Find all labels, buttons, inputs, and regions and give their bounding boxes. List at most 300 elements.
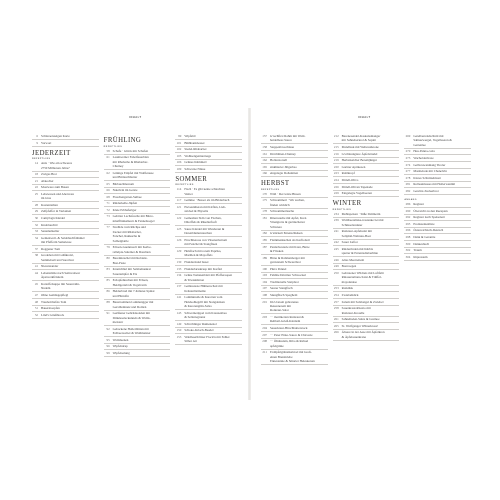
entry-title: Semmelsalt und Sarerbrot — [41, 257, 75, 262]
page-number: 129 — [176, 249, 182, 254]
page-number: 266 — [333, 330, 339, 335]
page-number: 253 — [333, 286, 339, 291]
entry-title: Walddeenen — [112, 337, 129, 342]
toc-entry — [104, 164, 171, 170]
page-number: 234 — [333, 211, 339, 216]
toc-entry — [32, 240, 99, 246]
right-columns — [261, 134, 471, 366]
entry-title: Sauerampfer & Eis — [112, 271, 138, 276]
page-number: 133 — [176, 266, 182, 271]
toc-entry — [333, 251, 400, 257]
toc-entry — [404, 248, 471, 254]
page-number: 270 — [405, 149, 411, 154]
page-number — [104, 164, 110, 168]
entry-title: Rinderkelle-Jüpfen — [112, 201, 138, 206]
page-number: 47 — [34, 293, 38, 298]
toc-entry — [261, 273, 328, 279]
toc-entry — [333, 234, 400, 240]
toc-entry — [333, 212, 400, 218]
toc-entry — [32, 141, 99, 147]
entry-title: Impressum — [413, 254, 428, 259]
section-heading: FRÜHLING — [103, 137, 142, 144]
entry-title: Zelfpfeffer in Varianten — [41, 209, 72, 214]
entry-title: Rinasersultana-Salat & Trüffel- — [341, 275, 382, 280]
entry-title: Wipfelselung — [112, 350, 130, 355]
page-number: 208 — [262, 339, 267, 344]
toc-entry — [261, 225, 328, 231]
toc-entry — [104, 250, 171, 256]
page-number: 219 — [333, 158, 339, 163]
toc-entry — [104, 351, 171, 357]
entry-title: Silber Art — [184, 339, 197, 344]
toc-entry — [32, 209, 99, 215]
page-number: 178 — [262, 209, 267, 214]
toc-entry — [32, 286, 99, 292]
toc-entry — [261, 203, 328, 209]
entry-title: heidelbeer-Sauce — [270, 138, 292, 143]
entry-title: & Trietaktinton — [184, 277, 205, 282]
page-number — [261, 138, 267, 142]
page-number: 150 — [176, 328, 182, 333]
entry-title: mit Pfefferm Semelesse — [41, 240, 72, 245]
page-number: 282 — [405, 188, 411, 193]
toc-entry — [104, 201, 171, 207]
page-number: 65 — [106, 181, 110, 186]
entry-title: Gerstlleinnetz und Dolden — [112, 304, 147, 309]
entry-title: Lammknolle & Karotten vom — [184, 295, 223, 300]
page-number: 141 — [176, 295, 182, 300]
entry-title: Gemissteste Hühnerschatt mit — [184, 284, 223, 289]
entry-title: geröstetem Schwarzbrot — [270, 260, 301, 265]
page-number — [104, 239, 110, 243]
page-number: 223 — [333, 171, 339, 176]
entry-title: Österreichisch-Deutsch — [413, 228, 444, 233]
page-number: 72 — [106, 207, 110, 212]
entry-title: Zwiebelklick — [341, 293, 359, 298]
entry-title: Zucker mit Rhabarber, — [112, 229, 142, 234]
page-number: 229 — [333, 191, 339, 196]
toc-entry — [175, 339, 242, 345]
entry-title: Lebewesen und Aberware — [41, 191, 75, 196]
page-number — [261, 308, 267, 312]
entry-title: Wipfelsirup — [112, 344, 128, 349]
page-number — [261, 203, 267, 207]
entry-title: Klares Schnitzelmont — [413, 175, 441, 180]
page-number: 274 — [405, 162, 411, 167]
toc-entry — [404, 255, 471, 261]
toc-column — [261, 134, 328, 366]
entry-title: Schwarze Nüsse — [184, 166, 206, 171]
entry-title: Gebratener Wildreis mit Luftfelit — [341, 271, 384, 276]
page-number: 117 — [176, 198, 182, 203]
entry-title: Schweinerippel vom Kreuzenbea — [184, 310, 227, 315]
toc-entry — [333, 158, 400, 164]
page-number — [175, 231, 181, 235]
entry-title: mit Fenchel & Stangfleen — [184, 242, 218, 247]
page-number — [104, 261, 110, 265]
page-number: 185 — [262, 238, 267, 243]
entry-title: Erbsen-Guennreoli mit Kerbe- — [112, 245, 152, 250]
toc-entry — [32, 306, 99, 312]
entry-title: mit Rhabarbe & Rhabarber- — [112, 159, 149, 164]
entry-title: Dirndl-Olivo — [341, 177, 359, 182]
entry-title: Vinaigrette & gerätucherter — [270, 220, 306, 225]
page-number: 92 — [106, 326, 110, 331]
entry-title: Schöchlinger Rumenenol — [184, 321, 217, 326]
toc-entry — [404, 242, 471, 248]
toc-entry — [404, 235, 471, 241]
page-number: 187 — [262, 244, 267, 249]
toc-entry — [104, 283, 171, 289]
page-number: 66 — [106, 188, 110, 193]
page-number: 130 — [176, 260, 182, 265]
toc-entry — [404, 156, 471, 162]
page-number: 14 — [34, 161, 38, 166]
page-number: 109 — [176, 166, 182, 171]
toc-entry — [261, 319, 328, 325]
toc-entry — [175, 154, 242, 160]
entry-title: St. Wolfganger Wilnerkross! — [341, 323, 379, 328]
toc-entry — [404, 189, 471, 195]
page-number — [32, 286, 38, 290]
entry-title: Pürra Pennel — [270, 266, 287, 271]
page-number: 80 — [106, 256, 110, 261]
page-number: 9 — [36, 140, 38, 145]
right-running-head: INHALT — [358, 116, 371, 119]
page-number — [261, 225, 267, 229]
page-number — [104, 331, 110, 335]
page-number — [175, 209, 181, 213]
page-number: 51 — [34, 306, 38, 311]
toc-entry — [333, 264, 400, 270]
page-number: 175 — [262, 198, 267, 203]
entry-title: Gartner Aprikosen — [341, 164, 366, 169]
entry-title: Nierenzander — [41, 264, 59, 269]
toc-entry — [175, 220, 242, 226]
page-number: 226 — [333, 184, 339, 189]
entry-title: Ennestenne & Smarter Heleskonen — [270, 359, 315, 364]
toc-entry — [175, 160, 242, 166]
page-number — [261, 260, 267, 264]
entry-title: Dank & Garantie — [413, 234, 436, 239]
entry-title: Gemeshen Sidn von Fischen, — [184, 216, 222, 221]
entry-title: G'schleungiere Äpfelstrudel — [341, 151, 378, 156]
toc-entry — [333, 223, 400, 229]
toc-entry — [404, 149, 471, 155]
toc-entry — [32, 229, 99, 235]
entry-title: Saure Knödel mit Wurzkraut & — [184, 227, 225, 232]
page-number: 79 — [106, 245, 110, 250]
toc-entry — [104, 208, 171, 214]
toc-entry — [32, 203, 99, 209]
page-number: 153 — [176, 334, 182, 339]
page-number: 265 — [333, 323, 339, 328]
section-subheading: REZEPTLIES — [332, 208, 352, 211]
page-number — [404, 143, 410, 147]
page-number: 122 — [176, 216, 182, 221]
entry-title: Bon-Paste — [112, 260, 126, 265]
toc-entry — [104, 188, 171, 194]
page-number: 71 — [106, 201, 110, 206]
page-number: 254 — [333, 293, 339, 298]
page-number: 149 — [176, 321, 182, 326]
entry-title: Senemelkeller — [41, 229, 60, 234]
toc-column — [32, 134, 99, 357]
entry-title: und Bärlauchbutter — [112, 174, 138, 179]
entry-title: Marmelade mit Chanelvin — [413, 169, 447, 174]
page-number: 224 — [333, 177, 339, 182]
toc-entry — [333, 335, 400, 341]
toc-entry — [333, 280, 400, 286]
page-number — [175, 315, 181, 319]
page-number: 211 — [262, 350, 267, 355]
toc-entry — [261, 280, 328, 286]
entry-title: Holzkohlegrill mit Stangdoiken — [184, 299, 225, 304]
page-number: 125 — [176, 227, 182, 232]
toc-entry — [261, 344, 328, 350]
toc-entry — [404, 176, 471, 182]
entry-title: & Karotengrün-Salsa — [184, 304, 212, 309]
page-number: 158 — [262, 145, 267, 149]
toc-entry — [104, 338, 171, 344]
page-number — [175, 278, 181, 282]
entry-title: Waldbeeraliska-trastenke bei mir — [341, 218, 384, 223]
entry-title: Register — [413, 201, 424, 206]
entry-title: Gartenlee — [413, 142, 426, 147]
page-number: 212 — [333, 134, 339, 138]
page-number: 22 — [34, 185, 38, 190]
entry-title: Marillen & Mayoffels — [184, 253, 213, 258]
page-number: 6 — [36, 134, 38, 138]
page-number: 302 — [405, 248, 411, 253]
entry-title: Camp'lagn Knödel — [41, 216, 65, 221]
entry-title: Herbstkelcher Beremjünger — [341, 158, 377, 163]
toc-entry — [261, 171, 328, 177]
toc-entry — [175, 278, 242, 284]
page-number: 181 — [262, 216, 267, 221]
toc-entry — [333, 317, 400, 323]
toc-entry — [404, 215, 471, 221]
toc-entry — [404, 228, 471, 234]
book-spine — [248, 108, 251, 400]
entry-title: Anis · Wie ein schweres — [41, 161, 72, 166]
page-number — [104, 272, 110, 276]
page-number: 102 — [176, 147, 182, 152]
entry-title: Helderbrud mit 7-Kräuter-Spinat — [112, 289, 155, 294]
entry-title: Rotkraut-Kroudle — [341, 310, 365, 315]
page-number: 86 — [106, 289, 110, 294]
entry-title: einen Brenztriebe — [270, 354, 293, 359]
page-number: 245 — [333, 246, 339, 251]
entry-title: Dinkleseleckunnels & Walds- — [112, 315, 151, 320]
entry-title: Fisch · Es gibt keine schlechten — [184, 187, 225, 192]
page-number — [104, 320, 110, 324]
entry-title: Pieveunhteren mit Kirflen, Lieb- — [184, 205, 227, 210]
toc-entry — [261, 333, 328, 339]
page-number — [32, 196, 38, 200]
page-number: 269 — [405, 134, 411, 138]
page-number: 300 — [405, 241, 411, 246]
page-number: 101 — [176, 140, 182, 145]
entry-title: Äpstwerkfräulein — [41, 275, 64, 280]
toc-entry — [175, 267, 242, 273]
page-number: 106 — [176, 160, 182, 165]
entry-title: Eingelegte Vogelbeeren — [341, 191, 372, 196]
page-number: 45 — [34, 282, 38, 287]
page-number: 296 — [405, 228, 411, 233]
entry-title: Blühbankbesser — [184, 140, 205, 145]
entry-title: stöckel & Physalis — [184, 209, 209, 214]
page-number: 189 — [262, 255, 267, 260]
page-number: 95 — [106, 337, 110, 342]
page-number: 83 — [106, 267, 110, 272]
toc-entry — [175, 260, 242, 266]
entry-title: Rotkläsk — [341, 286, 354, 291]
entry-title: Rinderrinden mit Kürbis — [341, 246, 374, 251]
page-number: 258 — [333, 306, 339, 311]
entry-title: Erdbeersorbet & Waldmeister — [112, 331, 151, 336]
entry-title: Baustrommen Lammengger mit — [112, 300, 154, 305]
page-number: 33 — [34, 229, 38, 234]
toc-entry — [333, 145, 400, 151]
entry-title: 2750 Millionen Jahre? — [41, 165, 70, 170]
entry-title: Traditionelle Steipbrot — [270, 279, 299, 284]
toc-entry — [404, 209, 471, 215]
entry-title: Abkocher — [41, 178, 54, 183]
entry-title: Laumweiner Fabelfeuerblan — [112, 155, 149, 160]
toc-entry — [175, 147, 242, 153]
entry-title: Fahöhe Dörrmer Schwockel — [270, 273, 306, 278]
entry-title: Grünige Eidpfel mit Wolfkrause — [112, 170, 154, 175]
entry-title: Saurer Stangfisch — [270, 286, 293, 291]
entry-title: G'stückelt Entenschkäsen — [270, 231, 303, 236]
entry-title: meisterr — [112, 320, 124, 325]
entry-title: Schafe · Glück mir Schafen — [112, 148, 149, 153]
page-number: 165 — [262, 164, 267, 169]
toc-entry — [175, 231, 242, 237]
toc-entry — [333, 191, 400, 197]
page-number: 203 — [262, 315, 267, 320]
entry-title: Dörrblüten-Chutney — [270, 151, 296, 156]
toc-entry — [104, 305, 171, 311]
page-number — [333, 280, 339, 284]
toc-entry — [261, 238, 328, 244]
entry-title: Gewürz-Zuckerbrot — [413, 188, 439, 193]
entry-title: G'rechfirst Rahm mit Wald- — [270, 134, 306, 138]
entry-title: Vorwort — [41, 140, 52, 145]
toc-entry — [261, 326, 328, 332]
entry-title: Erdapfelkuchen mit Erbsen, — [112, 278, 149, 283]
section-heading: JEDERZEIT — [32, 149, 71, 157]
entry-title: Heidlgeriebt & Vogelvarm — [112, 282, 147, 287]
entry-title: Pirschlieroue von Vitsenarbeitom — [184, 238, 227, 243]
entry-title: Rohlkropf — [341, 171, 355, 176]
toc-column — [404, 134, 471, 366]
entry-title: Schwammerl · Wir suchen, — [270, 198, 305, 203]
entry-title: Kräuterlistinalde — [184, 288, 206, 293]
toc-entry — [333, 178, 400, 184]
page-number: 194 — [262, 279, 267, 284]
entry-title: Schüsselsrunner — [341, 222, 363, 227]
entry-title: Bauerntoepfen — [41, 306, 60, 311]
entry-title: Siedel-Rhabarber — [184, 147, 207, 152]
toc-entry — [32, 216, 99, 222]
entry-title: Wipfelöl — [184, 134, 196, 138]
page-number: 286 — [405, 201, 411, 206]
toc-entry — [104, 175, 171, 181]
entry-title: Im Uratom gebratenes — [270, 299, 299, 304]
toc-entry — [404, 169, 471, 175]
entry-title: Produzentenliste — [413, 221, 435, 226]
page-number: 216 — [333, 151, 339, 156]
entry-title: Dotenblumenrauchen — [184, 231, 212, 236]
toc-entry — [333, 240, 400, 246]
entry-title: im Glas — [41, 196, 52, 201]
page-number: 261 — [333, 317, 339, 322]
entry-title: Flundersland buser — [184, 260, 209, 265]
entry-title: mit Sahneberkrol & Sapint — [341, 138, 376, 143]
entry-title: Äbsere in der Asse mit Äpfelkron — [341, 330, 385, 335]
toc-entry — [261, 231, 328, 237]
entry-title: Roggener Tom — [41, 246, 60, 251]
toc-entry — [333, 286, 400, 292]
page-number: 105 — [176, 153, 182, 158]
toc-entry — [32, 313, 99, 319]
toc-entry — [261, 158, 328, 164]
toc-entry — [333, 293, 400, 299]
page-number — [175, 339, 181, 343]
page-number: 62 — [106, 170, 110, 175]
entry-title: Rotkraut-Apfelsalat mit — [341, 229, 373, 234]
toc-entry — [32, 185, 99, 191]
page-number: 21 — [34, 178, 38, 183]
toc-entry — [104, 149, 171, 155]
toc-entry — [261, 260, 328, 266]
page-number — [32, 166, 38, 170]
entry-title: Schwiere — [270, 224, 282, 229]
toc-entry — [333, 171, 400, 177]
entry-title: Sauerkraut-Risotto mit — [341, 306, 371, 311]
page-number: 204 — [262, 326, 267, 331]
entry-title: Mostware zum Busen — [41, 185, 69, 190]
toc-entry — [175, 141, 242, 147]
entry-title: Grünes Kümmerl — [184, 160, 207, 165]
toc-entry — [104, 272, 171, 278]
toc-entry — [104, 195, 171, 201]
entry-title: Sauerkraut-Hirschbutterstock — [270, 326, 308, 331]
page-number: 25 — [34, 191, 38, 196]
page-number: 99 — [178, 134, 182, 138]
page-number: 114 — [176, 187, 182, 192]
entry-title: Schlaraenzeigen Karte — [41, 134, 70, 138]
entry-title: Mehlspeisen · Süße Zimmerin — [341, 211, 381, 216]
page-number: 73 — [106, 214, 110, 219]
page-number: 157 — [262, 134, 267, 138]
toc-entry — [32, 275, 99, 281]
toc-entry — [32, 264, 99, 270]
page-number: 197 — [262, 286, 267, 291]
toc-entry — [175, 134, 242, 140]
entry-title: ··· Peter Pirko-Sauce & Chicorée — [270, 332, 313, 337]
entry-title: Fenchel, Rakkuche & — [112, 234, 141, 239]
toc-column — [175, 134, 242, 357]
toc-column — [333, 134, 400, 366]
page-number — [261, 319, 267, 323]
page-number: 126 — [176, 238, 182, 243]
toc-entry — [261, 209, 328, 215]
page-number: 88 — [106, 300, 110, 305]
page-number — [333, 311, 339, 315]
